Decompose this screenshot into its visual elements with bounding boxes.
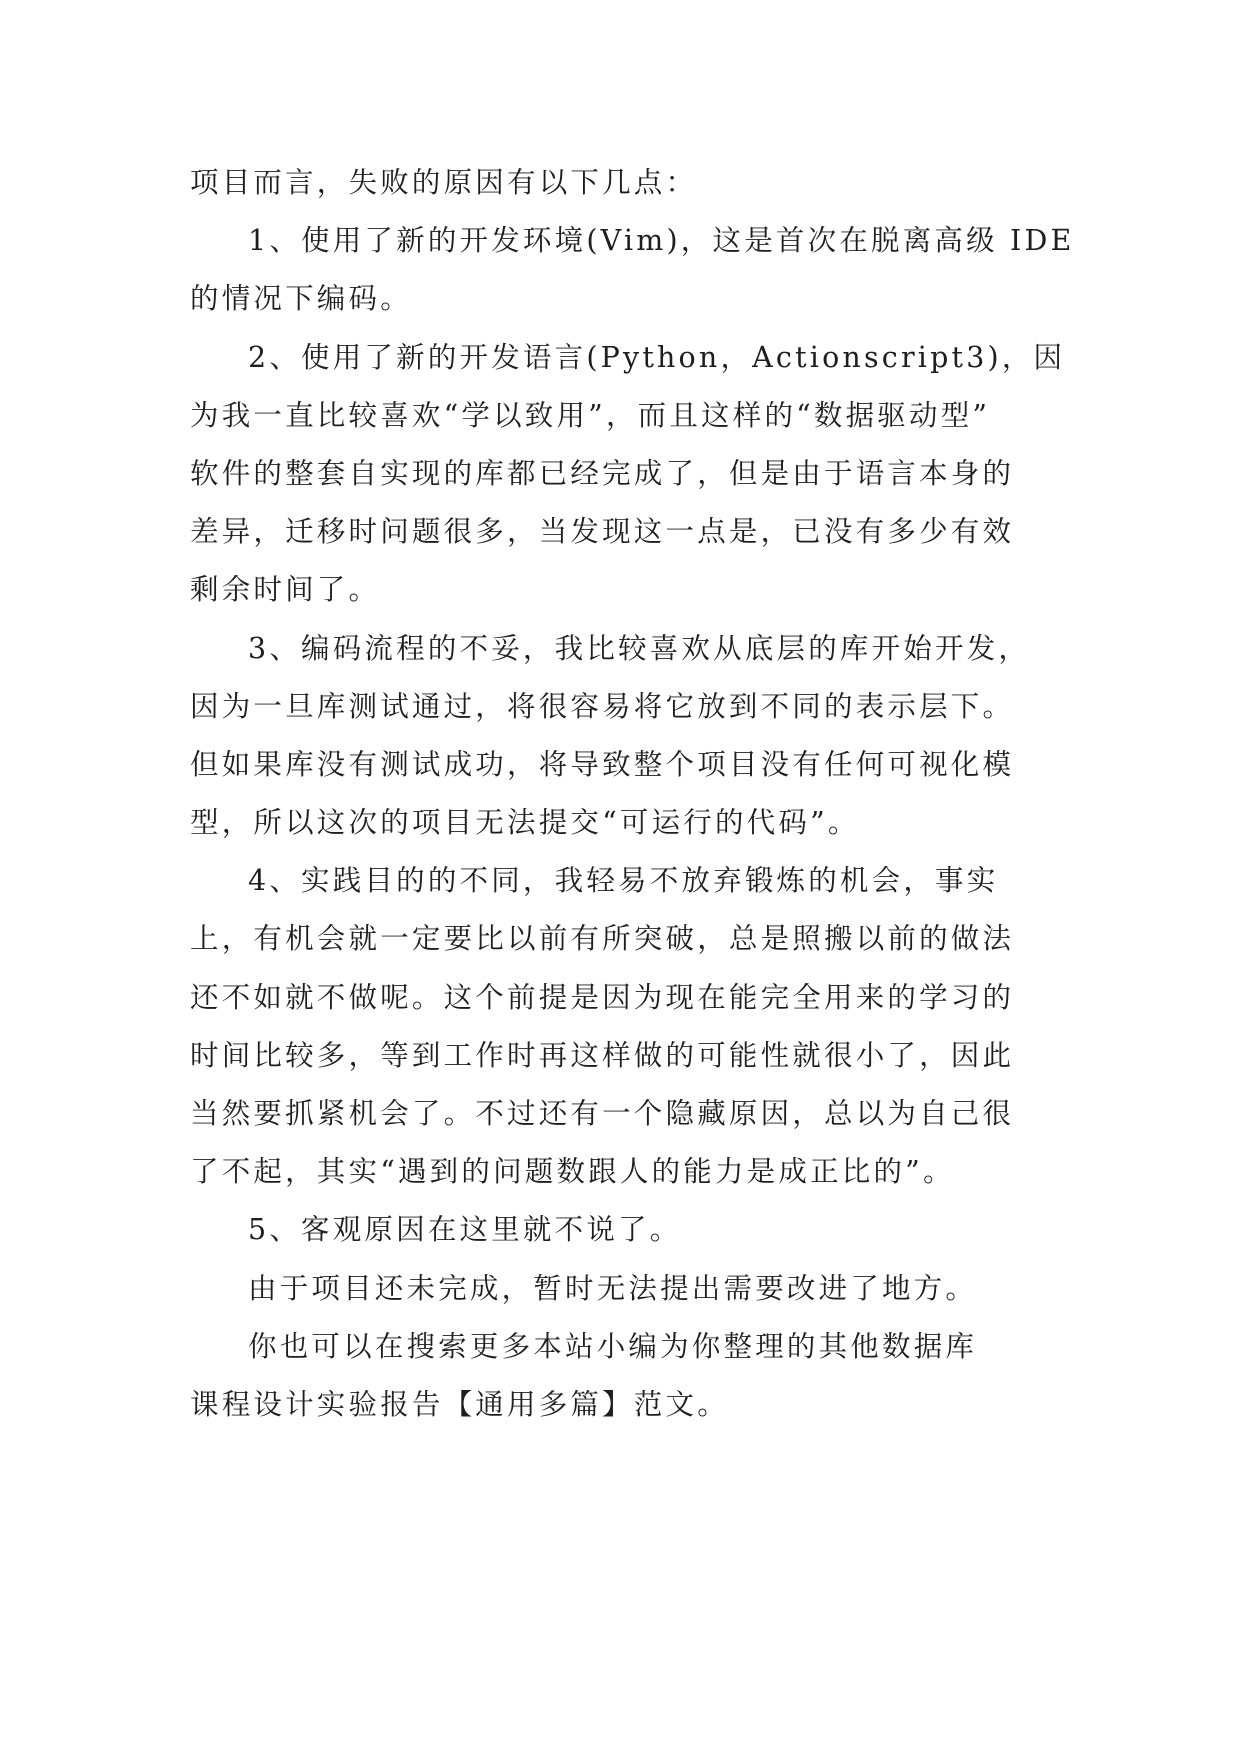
text-line: 2、使用了新的开发语言(Python，Actionscript3)，因	[248, 340, 1066, 374]
text-line: 了不起，其实“遇到的问题数跟人的能力是成正比的”。	[190, 1155, 955, 1189]
text-line: 项目而言，失败的原因有以下几点：	[190, 166, 698, 199]
text-line: 因为一旦库测试通过，将很容易将它放到不同的表示层下。	[190, 689, 1015, 723]
document-body	[190, 154, 1075, 1434]
text-line: 4、实践目的的不同，我轻易不放弃锻炼的机会，事实	[248, 864, 999, 898]
text-line: 5、客观原因在这里就不说了。	[248, 1213, 682, 1247]
text-line: 还不如就不做呢。这个前提是因为现在能完全用来的学习的	[190, 980, 1015, 1014]
text-line: 当然要抓紧机会了。不过还有一个隐藏原因，总以为自己很	[190, 1097, 1015, 1130]
text-line: 的情况下编码。	[190, 282, 412, 316]
text-line: 时间比较多，等到工作时再这样做的可能性就很小了，因此	[190, 1038, 1015, 1072]
text-line: 课程设计实验报告【通用多篇】范文。	[190, 1387, 729, 1421]
text-line: 为我一直比较喜欢“学以致用”，而且这样的“数据驱动型”	[190, 398, 991, 432]
text-line: 软件的整套自实现的库都已经完成了，但是由于语言本身的	[190, 456, 1015, 490]
text-line: 差异，迁移时问题很多，当发现这一点是，已没有多少有效	[190, 515, 1015, 549]
text-line: 你也可以在搜索更多本站小编为你整理的其他数据库	[248, 1329, 978, 1363]
text-line: 上，有机会就一定要比以前有所突破，总是照搬以前的做法	[190, 922, 1015, 956]
text-line: 由于项目还未完成，暂时无法提出需要改进了地方。	[248, 1271, 978, 1305]
text-line: 3、编码流程的不妥，我比较喜欢从底层的库开始开发，	[248, 631, 1031, 665]
text-line: 剩余时间了。	[190, 573, 381, 607]
text-line: 但如果库没有测试成功，将导致整个项目没有任何可视化模	[190, 747, 1015, 781]
text-line: 型，所以这次的项目无法提交“可运行的代码”。	[190, 806, 860, 840]
text-line: 1、使用了新的开发环境(Vim)，这是首次在脱离高级 IDE	[248, 224, 1075, 258]
